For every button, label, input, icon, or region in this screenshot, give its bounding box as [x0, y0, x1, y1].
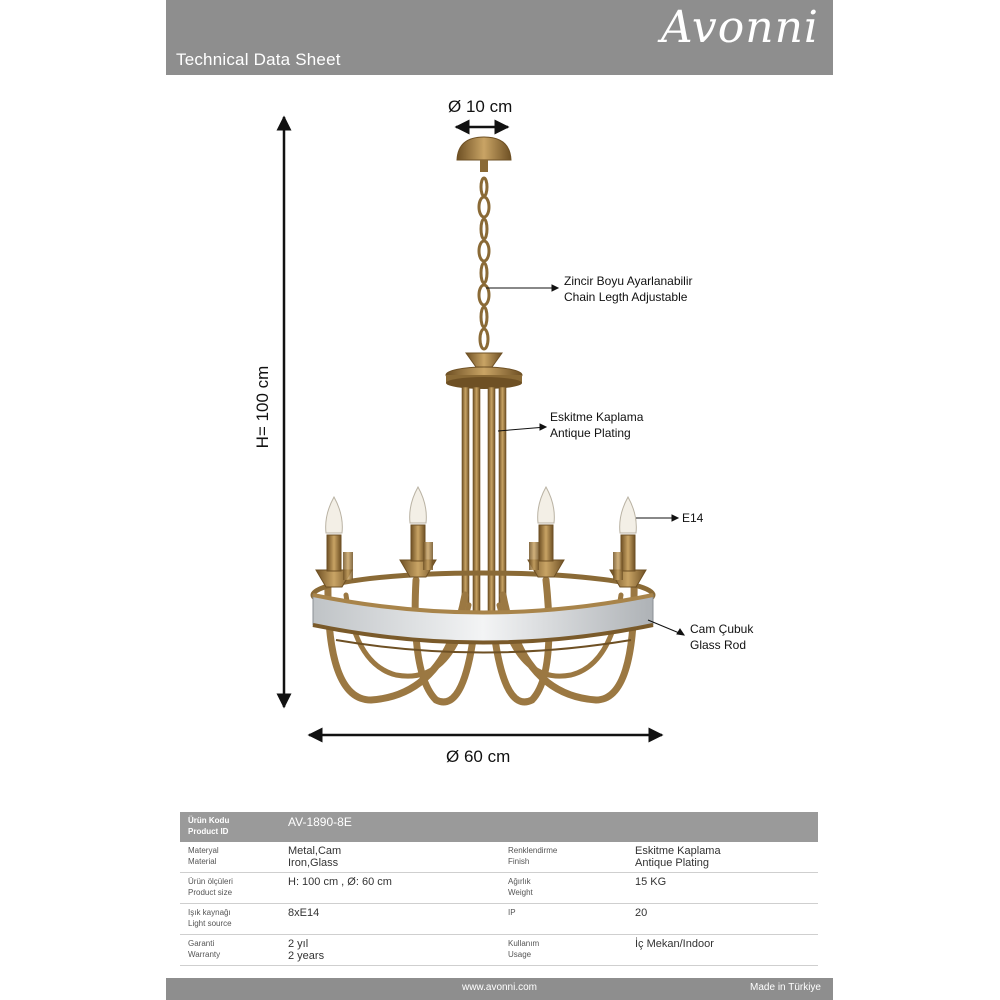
spec-row: Işık kaynağı Light source 8xE14 IP 20 — [180, 904, 818, 935]
page-title: Technical Data Sheet — [176, 50, 341, 69]
socket-callout — [682, 510, 703, 526]
data-sheet-page — [166, 0, 833, 1000]
spec-row: Materyal Material Metal,Cam Iron,Glass Renklendirme Finish Eskitme Kaplama Antique Plating — [180, 842, 818, 873]
canopy — [457, 137, 511, 172]
product-id-value: AV-1890-8E — [280, 812, 818, 842]
spec-table — [180, 812, 818, 966]
product-figure — [166, 75, 833, 810]
product-id-row — [180, 812, 818, 842]
callout-leaders — [486, 285, 684, 635]
header-bar — [166, 0, 833, 75]
glass-rod-ring — [313, 573, 653, 653]
diameter-label: Ø 60 cm — [446, 747, 511, 766]
glass-callout — [690, 621, 753, 653]
chain-callout — [564, 273, 693, 305]
plating-callout — [550, 409, 643, 441]
plating-callout-tr: Eskitme Kaplama — [550, 410, 644, 424]
footer-bar — [166, 978, 833, 1000]
center-rods — [462, 387, 506, 627]
made-in-label: Made in Türkiye — [750, 982, 821, 993]
website-link[interactable]: www.avonni.com — [461, 982, 538, 993]
brand-logo: Avonni — [660, 2, 819, 53]
spec-row: Ürün ölçüleri Product size H: 100 cm , Ø: 60 cm Ağırlık Weight 15 KG — [180, 873, 818, 904]
plating-callout-en: Antique Plating — [550, 426, 631, 440]
canopy-diameter-label: Ø 10 cm — [448, 97, 513, 116]
chain-callout-tr: Zincir Boyu Ayarlanabilir — [564, 274, 693, 288]
height-label: H= 100 cm — [253, 365, 272, 449]
glass-callout-en: Glass Rod — [690, 638, 747, 652]
chain-callout-en: Chain Legth Adjustable — [564, 290, 688, 304]
product-id-label: Ürün Kodu Product ID — [180, 812, 280, 842]
chain — [479, 178, 489, 349]
glass-callout-tr: Cam Çubuk — [690, 622, 754, 636]
top-hub — [446, 353, 522, 389]
spec-row: Garanti Warranty 2 yıl 2 years Kullanım Usage İç Mekan/Indoor — [180, 935, 818, 966]
socket-callout-text: E14 — [682, 511, 704, 525]
